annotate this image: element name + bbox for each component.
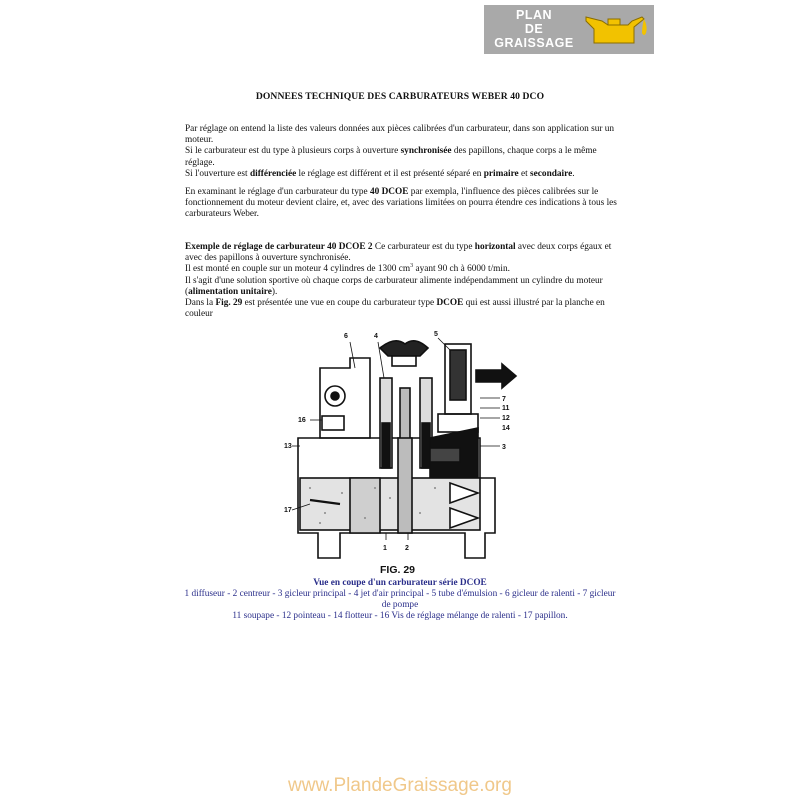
callout-16: 16	[298, 417, 306, 424]
callout-17: 17	[284, 507, 292, 514]
footer-url[interactable]: www.PlandeGraissage.org	[288, 775, 512, 796]
caption-title: Vue en coupe d'un carburateur série DCOE	[313, 578, 487, 588]
callout-2: 2	[405, 545, 409, 552]
callout-4: 4	[374, 333, 378, 340]
callout-14: 14	[502, 425, 510, 432]
site-logo	[484, 5, 654, 54]
callout-12: 12	[502, 415, 510, 422]
caption-legend-2: 11 soupape - 12 pointeau - 14 flotteur - 16 Vis de réglage mélange de ralenti - 17 papillon.	[232, 611, 568, 621]
example-paragraph: Exemple de réglage de carburateur 40 DCOE 2 Ce carburateur est du type horizontal avec deux corps égaux et avec des papillons à ouverture synchronisée. Il est monté en couple sur un moteur 4 cylindres de 1300 $cm^3$ ayant 90 ch à 6000 t/min. Il s'agit d'une solution sportive où chaque corps de carburateur alimente indépendamment un cylindre du moteur (alimentation unitaire). Dans la Fig. 29 est présentée une vue en coupe du carburateur type DCOE qui est aussi illustré par la planche en couleur	[185, 242, 612, 320]
callout-5: 5	[434, 331, 438, 338]
callout-1: 1	[383, 545, 387, 552]
intro-paragraph: Par réglage on entend la liste des valeurs données aux pièces calibrées d'un carburateur, dans son application sur un moteur. Si le carburateur est du type à plusieurs corps à ouverture synchronisée des papillons, chaque corps a le même réglage. Si l'ouverture est différenciée le réglage est différent et il est présenté séparé en primaire et secondaire.	[185, 124, 615, 179]
oil-can-icon	[584, 9, 650, 51]
page-title: DONNEES TECHNIQUE DES CARBURATEURS WEBER 40 DCO	[255, 91, 545, 102]
figure-label: FIG. 29	[380, 564, 416, 576]
callout-13: 13	[284, 443, 292, 450]
carburetor-cross-section-diagram	[280, 328, 520, 578]
callout-3: 3	[502, 444, 506, 451]
callout-7: 7	[502, 396, 506, 403]
examination-paragraph: En examinant le réglage d'un carburateur du type 40 DCOE par exempla, l'influence des pièces calibrées sur le fonctionnement du moteur devient claire, et, avec des variations limitées on pourra étendre ces indications à tous les carburateurs Weber.	[185, 187, 617, 220]
callout-6: 6	[344, 333, 348, 340]
logo-text: PLAN DE GRAISSAGE	[494, 8, 574, 50]
callout-11: 11	[502, 405, 510, 412]
caption-legend-1: 1 diffuseur - 2 centreur - 3 gicleur principal - 4 jet d'air principal - 5 tube d'émulsion - 6 gicleur de ralenti - 7 gicleur de pompe	[184, 589, 616, 610]
